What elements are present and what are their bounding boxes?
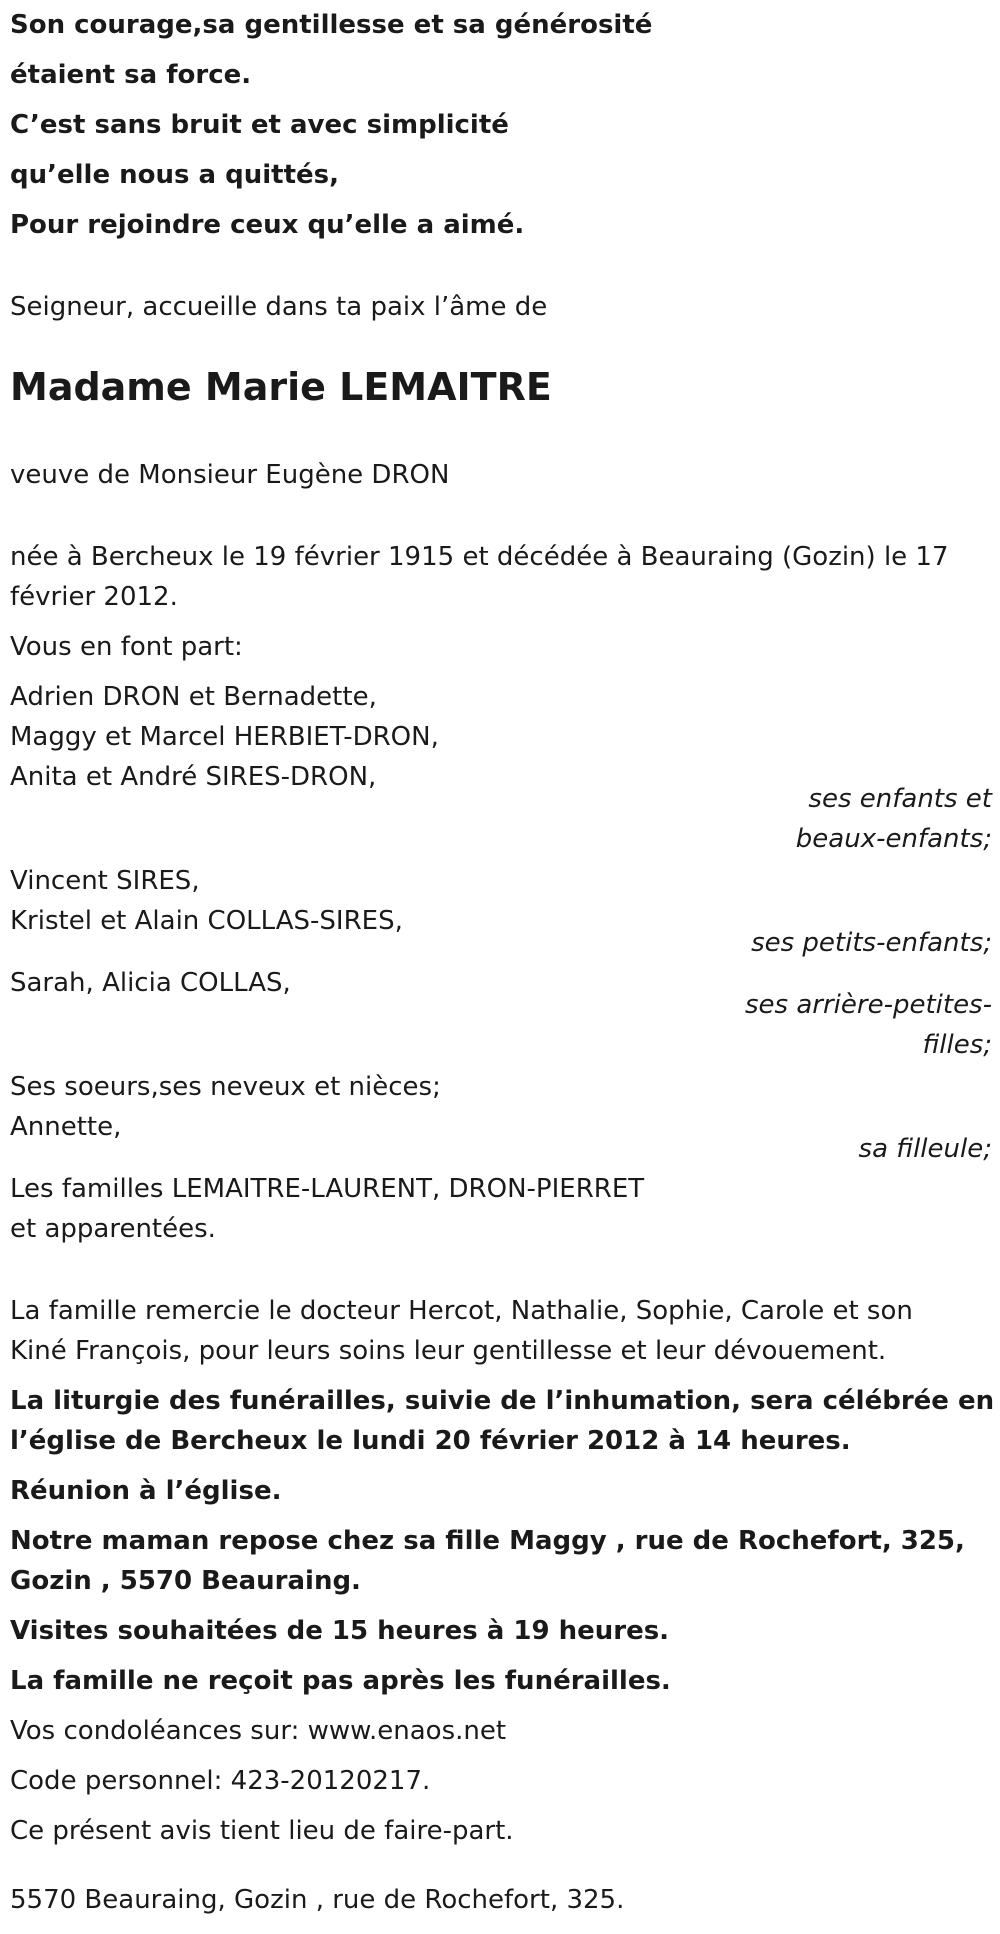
children-line: Maggy et Marcel HERBIET-DRON, bbox=[10, 722, 439, 752]
birth-death-line: février 2012. bbox=[10, 582, 178, 612]
deceased-name: Madame Marie LEMAITRE bbox=[10, 365, 552, 409]
grandchildren-line: Kristel et Alain COLLAS-SIRES, bbox=[10, 906, 403, 936]
thanks-line: La famille remercie le docteur Hercot, Nathalie, Sophie, Carole et son bbox=[10, 1296, 913, 1326]
grandchildren-relation-label: ses petits-enfants; bbox=[751, 928, 992, 958]
rest-line: Notre maman repose chez sa fille Maggy , rue de Rochefort, 325, bbox=[10, 1526, 965, 1556]
families-line: Les familles LEMAITRE-LAURENT, DRON-PIERRET bbox=[10, 1174, 645, 1204]
grandchildren-line: Vincent SIRES, bbox=[10, 866, 200, 896]
poem-line: Son courage,sa gentillesse et sa générosité bbox=[10, 10, 653, 40]
siblings-line: Ses soeurs,ses neveux et nièces; bbox=[10, 1072, 441, 1102]
liturgy-line: l’église de Bercheux le lundi 20 février 2012 à 14 heures. bbox=[10, 1426, 851, 1456]
prayer-line: Seigneur, accueille dans ta paix l’âme de bbox=[10, 292, 548, 322]
visits-line: Visites souhaitées de 15 heures à 19 heures. bbox=[10, 1616, 670, 1646]
poem-line: Pour rejoindre ceux qu’elle a aimé. bbox=[10, 210, 525, 240]
announce-line: Vous en font part: bbox=[10, 632, 243, 662]
notice-line: Ce présent avis tient lieu de faire-part. bbox=[10, 1816, 514, 1846]
goddaughter-relation-label: sa filleule; bbox=[858, 1134, 992, 1164]
poem-line: qu’elle nous a quittés, bbox=[10, 160, 340, 190]
children-line: Anita et André SIRES-DRON, bbox=[10, 762, 377, 792]
goddaughter-line: Annette, bbox=[10, 1112, 122, 1142]
widow-line: veuve de Monsieur Eugène DRON bbox=[10, 460, 450, 490]
children-line: Adrien DRON et Bernadette, bbox=[10, 682, 377, 712]
condolences-line: Vos condoléances sur: www.enaos.net bbox=[10, 1716, 507, 1746]
poem-line: C’est sans bruit et avec simplicité bbox=[10, 110, 509, 140]
address-line: 5570 Beauraing, Gozin , rue de Rochefort, 325. bbox=[10, 1885, 625, 1915]
thanks-line: Kiné François, pour leurs soins leur gentillesse et leur dévouement. bbox=[10, 1336, 887, 1366]
code-line: Code personnel: 423-20120217. bbox=[10, 1766, 431, 1796]
no-reception-line: La famille ne reçoit pas après les funérailles. bbox=[10, 1666, 671, 1696]
children-relation-label: ses enfants et bbox=[808, 784, 992, 814]
liturgy-line: La liturgie des funérailles, suivie de l’inhumation, sera célébrée en bbox=[10, 1386, 995, 1416]
poem-line: étaient sa force. bbox=[10, 60, 252, 90]
rest-line: Gozin , 5570 Beauraing. bbox=[10, 1566, 361, 1596]
greatgrandchildren-line: Sarah, Alicia COLLAS, bbox=[10, 968, 291, 998]
families-line: et apparentées. bbox=[10, 1214, 216, 1244]
greatgrandchildren-relation-label: filles; bbox=[922, 1030, 992, 1060]
children-relation-label: beaux-enfants; bbox=[795, 824, 992, 854]
meeting-line: Réunion à l’église. bbox=[10, 1476, 282, 1506]
birth-death-line: née à Bercheux le 19 février 1915 et décédée à Beauraing (Gozin) le 17 bbox=[10, 542, 949, 572]
greatgrandchildren-relation-label: ses arrière-petites- bbox=[745, 990, 992, 1020]
